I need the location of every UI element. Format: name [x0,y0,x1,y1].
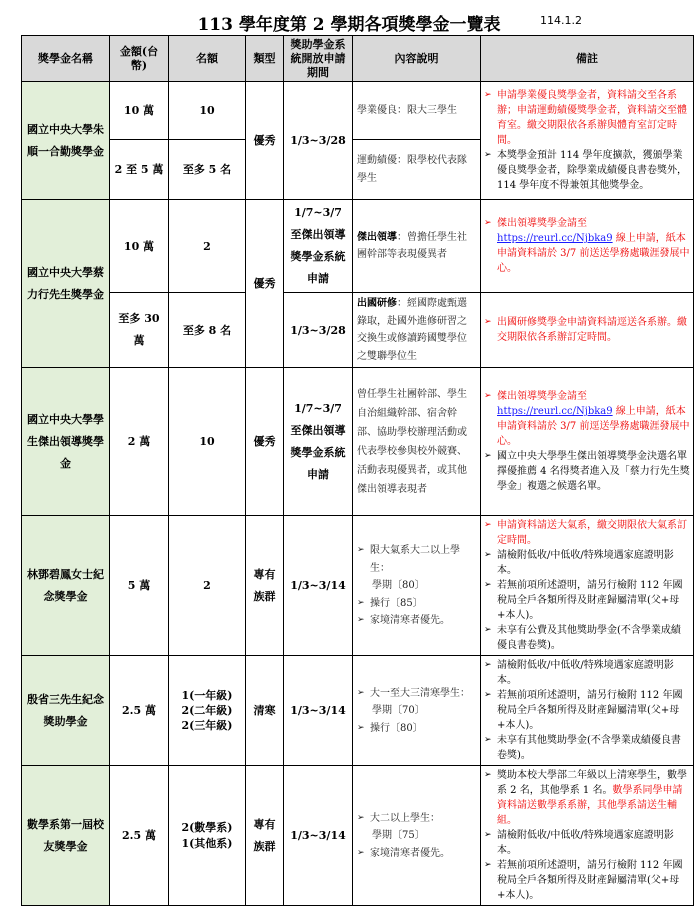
yin-desc [353,656,481,766]
zhu-type: 優秀 [246,82,284,200]
header-type: 類型 [246,36,284,82]
yin-note-3: ➢ 未享有其他獎助學金(不含學業成績優良書卷獎)。 [497,733,690,763]
lin-desc-1-text: 限大氣系大二以上學生： [370,545,460,574]
math-desc [353,766,481,906]
math-note-1-red: 數學系同學申請資料請送數學系系辦，其他學系請送生輔組。 [497,785,683,827]
leader-note-1-text1: 傑出領導獎學金請至 [497,391,587,403]
lin-note-4: ➢ 未享有公費及其他獎助學金(不含學業成績優良書卷獎)。 [497,623,690,653]
table-row [22,293,694,368]
math-desc-1 [370,810,476,845]
math-note-3: ➢ 若無前項所述證明，請另行檢附 112 年國稅局全戶各類所得及財產歸屬清單(父+母+本人)。 [497,858,690,903]
tsai-note-a-item [497,216,690,276]
leader-quota: 10 [169,368,246,516]
table-row [22,82,694,140]
zhu-period: 1/3~3/28 [284,82,353,200]
doc-date: 114.1.2 [540,14,582,27]
lin-name: 林鄧碧鳳女士紀念獎學金 [22,516,110,656]
lin-quota: 2 [169,516,246,656]
lin-note-2: ➢ 請檢附低收/中低收/特殊境遇家庭證明影本。 [497,548,690,578]
yin-desc-2: ➢ 操行〔80〕 [370,720,476,738]
zhu-note-2: ➢ 本獎學金預計 114 學年度擴款，獲頒學業優良獎學金者，除學業成績優良書卷獎外，114 學年度不得兼領其他獎學金。 [497,148,690,193]
zhu-note-1: ➢ 申請學業優良獎學金者，資料請交至各系辦；申請運動績優獎學金者，資料請交至體育室。繳交期限依各系辦與體育室訂定時間。 [497,88,690,148]
leader-desc: 曾任學生社團幹部、學生自治組織幹部、宿舍幹部、協助學校辦理活動或代表學校參與校外競賽、活動表現優異者，或其他傑出領導表現者 [353,368,481,516]
tsai-note-a-text1: 傑出領導獎學金請至 [497,218,587,230]
table-row [22,516,694,656]
yin-quota [169,656,246,766]
yin-desc-1a: 學期〔70〕 [372,705,425,716]
leader-note [481,368,694,516]
math-quota-2: 1(其他系) [181,836,233,850]
tsai-desc-a [353,200,481,293]
zhu-desc-a: 學業優良：限大三學生 [353,82,481,140]
header-period: 獎助學金系統開放申請期間 [284,36,353,82]
tsai-apply-link[interactable]: https://reurl.cc/Njbka9 [497,233,613,245]
table-row [22,200,694,293]
tsai-note-a [481,200,694,293]
zhu-amount-a: 10 萬 [110,82,169,140]
tsai-type: 優秀 [246,200,284,368]
leader-amount: 2 萬 [110,368,169,516]
leader-type: 優秀 [246,368,284,516]
tsai-quota-b: 至多 8 名 [169,293,246,368]
lin-desc-1a: 學期〔80〕 [372,580,425,591]
yin-period: 1/3~3/14 [284,656,353,766]
tsai-period-b: 1/3~3/28 [284,293,353,368]
leader-note-2: ➢ 國立中央大學學生傑出領導獎學金決選名單擇優推薦 4 名得獎者進入及「蔡力行先生獎學金」複選之候選名單。 [497,449,690,494]
header-name: 獎學金名稱 [22,36,110,82]
zhu-quota-a: 10 [169,82,246,140]
math-amount: 2.5 萬 [110,766,169,906]
header-quota: 名額 [169,36,246,82]
tsai-desc-b [353,293,481,368]
lin-amount: 5 萬 [110,516,169,656]
leader-note-1-text2: 線上申請，紙本申請資料請於 3/7 前逕送學務處職涯發展中心。 [497,406,690,448]
math-quota [169,766,246,906]
table-row [22,368,694,516]
tsai-desc-a-label: 傑出領導 [357,231,397,243]
math-type: 專有族群 [246,766,284,906]
header-amount: 金額(台幣) [110,36,169,82]
math-note [481,766,694,906]
tsai-desc-a-text: ：曾擔任學生社團幹部等表現優異者 [357,231,467,261]
tsai-name: 國立中央大學蔡力行先生獎學金 [22,200,110,368]
tsai-amount-a: 10 萬 [110,200,169,293]
zhu-amount-b: 2 至 5 萬 [110,140,169,200]
tsai-note-b-item: ➢ 出國研修獎學金申請資料請逕送各系辦。繳交期限依各系辦訂定時間。 [497,315,690,345]
zhu-name: 國立中央大學朱順一合勤獎學金 [22,82,110,200]
math-name: 數學系第一屆校友獎學金 [22,766,110,906]
lin-period: 1/3~3/14 [284,516,353,656]
tsai-note-b [481,293,694,368]
yin-amount: 2.5 萬 [110,656,169,766]
zhu-quota-b: 至多 5 名 [169,140,246,200]
header-row [22,36,694,82]
page-title: 113 學年度第 2 學期各項獎學金一覽表 [197,15,501,35]
lin-desc-3: ➢ 家境清寒者優先。 [370,612,476,630]
lin-note-1: ➢ 申請資料請送大氣系，繳交期限依大氣系訂定時間。 [497,518,690,548]
zhu-note [481,82,694,200]
yin-quota-1: 1(一年級) [181,688,233,702]
math-period: 1/3~3/14 [284,766,353,906]
math-quota-1: 2(數學系) [181,821,233,835]
yin-desc-1 [370,685,476,720]
tsai-desc-b-label: 出國研修 [357,298,397,310]
math-desc-1a: 學期〔75〕 [372,830,425,841]
lin-desc-2: ➢ 操行〔85〕 [370,595,476,613]
yin-note-1: ➢ 請檢附低收/中低收/特殊境遇家庭證明影本。 [497,658,690,688]
header-content: 內容說明 [353,36,481,82]
lin-desc [353,516,481,656]
tsai-note-a-text2: 線上申請，紙本申請資料請於 3/7 前送送學務處職涯發展中心。 [497,233,690,275]
leader-period: 1/7~3/7 至傑出領導獎學金系統申請 [284,368,353,516]
lin-note [481,516,694,656]
tsai-period-a: 1/7~3/7 至傑出領導獎學金系統申請 [284,200,353,293]
yin-type: 清寒 [246,656,284,766]
tsai-amount-b: 至多 30 萬 [110,293,169,368]
tsai-desc-b-text: ：經國際處甄選錄取，赴國外進修研習之交換生或修讀跨國雙學位之雙聯學位生 [357,298,467,362]
leader-apply-link[interactable]: https://reurl.cc/Njbka9 [497,406,613,418]
math-desc-2: ➢ 家境清寒者優先。 [370,845,476,863]
table-row [22,766,694,906]
math-note-1-text: 獎助本校大學部二年級以上清寒學生，數學系 2 名，其他學系 1 名。 [497,770,687,797]
header-note: 備註 [481,36,694,82]
leader-name: 國立中央大學學生傑出領導獎學金 [22,368,110,516]
yin-quota-3: 2(三年級) [181,719,233,733]
math-desc-1-text: 大二以上學生： [370,812,440,824]
lin-note-3: ➢ 若無前項所述證明，請另行檢附 112 年國稅局全戶各類所得及財產歸屬清單(父+母+本人)。 [497,578,690,623]
math-note-2: ➢ 請檢附低收/中低收/特殊境遇家庭證明影本。 [497,828,690,858]
yin-desc-1-text: 大一至大三清寒學生： [370,687,470,699]
lin-type: 專有族群 [246,516,284,656]
zhu-desc-b: 運動績優：限學校代表隊學生 [353,140,481,200]
scholarship-table [21,35,694,906]
yin-quota-2: 2(二年級) [181,704,233,718]
yin-name: 殷省三先生紀念獎助學金 [22,656,110,766]
yin-note [481,656,694,766]
yin-note-2: ➢ 若無前項所述證明，請另行檢附 112 年國稅局全戶各類所得及財產歸屬清單(父+母+本人)。 [497,688,690,733]
lin-desc-1 [370,542,476,595]
tsai-quota-a: 2 [169,200,246,293]
leader-note-1 [497,389,690,449]
math-note-1 [497,768,690,828]
table-row [22,656,694,766]
doc-title [0,10,698,35]
